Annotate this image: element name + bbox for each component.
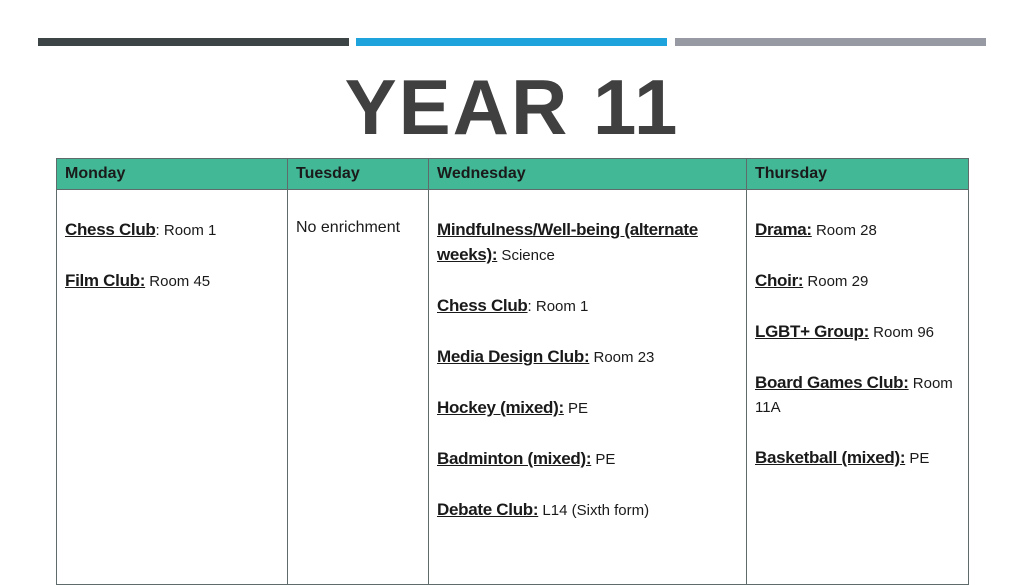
club-name: Choir: [755, 271, 804, 290]
header-thursday: Thursday [747, 159, 969, 190]
list-item [65, 269, 279, 294]
club-name: Media Design Club: [437, 347, 590, 366]
header-tuesday: Tuesday [288, 159, 429, 190]
list-item [65, 218, 279, 243]
club-location: PE [563, 400, 589, 417]
club-name: Hockey (mixed): [437, 398, 564, 417]
wednesday-cell [429, 190, 747, 585]
club-location: Room 28 [811, 222, 877, 239]
club-location: Room 11A [755, 375, 953, 416]
club-name: Chess Club [65, 220, 156, 239]
club-location: Room 29 [803, 273, 869, 290]
club-location: PE [591, 451, 616, 468]
club-name: Mindfulness/Well-being (alternate weeks): [437, 220, 698, 264]
bar-dark [38, 38, 349, 46]
club-name: LGBT+ Group: [755, 322, 869, 341]
club-location: : Room 1 [527, 298, 589, 315]
club-name: Drama: [755, 220, 812, 239]
list-item [437, 447, 738, 472]
list-item [755, 371, 960, 420]
enrichment-timetable [56, 158, 969, 585]
tuesday-cell [288, 190, 429, 585]
bar-grey [675, 38, 986, 46]
no-enrichment-text: No enrichment [296, 219, 401, 236]
club-name: Film Club: [65, 271, 146, 290]
monday-cell [57, 190, 288, 585]
header-row [57, 159, 969, 190]
list-item [437, 294, 738, 319]
club-location: Room 23 [589, 349, 655, 366]
club-location: PE [905, 450, 930, 467]
bar-blue [356, 38, 667, 46]
list-item [437, 396, 738, 421]
club-name: Badminton (mixed): [437, 449, 592, 468]
club-name: Basketball (mixed): [755, 448, 906, 467]
decorative-bars [38, 38, 986, 46]
club-name: Board Games Club: [755, 373, 909, 392]
list-item [437, 345, 738, 370]
thursday-cell [747, 190, 969, 585]
header-wednesday: Wednesday [429, 159, 747, 190]
list-item [755, 218, 960, 243]
slide-title: YEAR 11 [344, 63, 680, 151]
club-name: Debate Club: [437, 500, 539, 519]
club-location: Room 96 [868, 324, 935, 341]
activity-row [57, 190, 969, 585]
list-item [755, 446, 960, 471]
club-location: L14 (Sixth form) [538, 502, 650, 519]
list-item [437, 498, 738, 523]
club-location: Room 45 [145, 273, 211, 290]
club-location: : Room 1 [155, 222, 217, 239]
club-location: Science [497, 247, 555, 264]
header-monday: Monday [57, 159, 288, 190]
list-item [755, 269, 960, 294]
list-item [755, 320, 960, 345]
club-name: Chess Club [437, 296, 528, 315]
list-item [437, 218, 738, 268]
